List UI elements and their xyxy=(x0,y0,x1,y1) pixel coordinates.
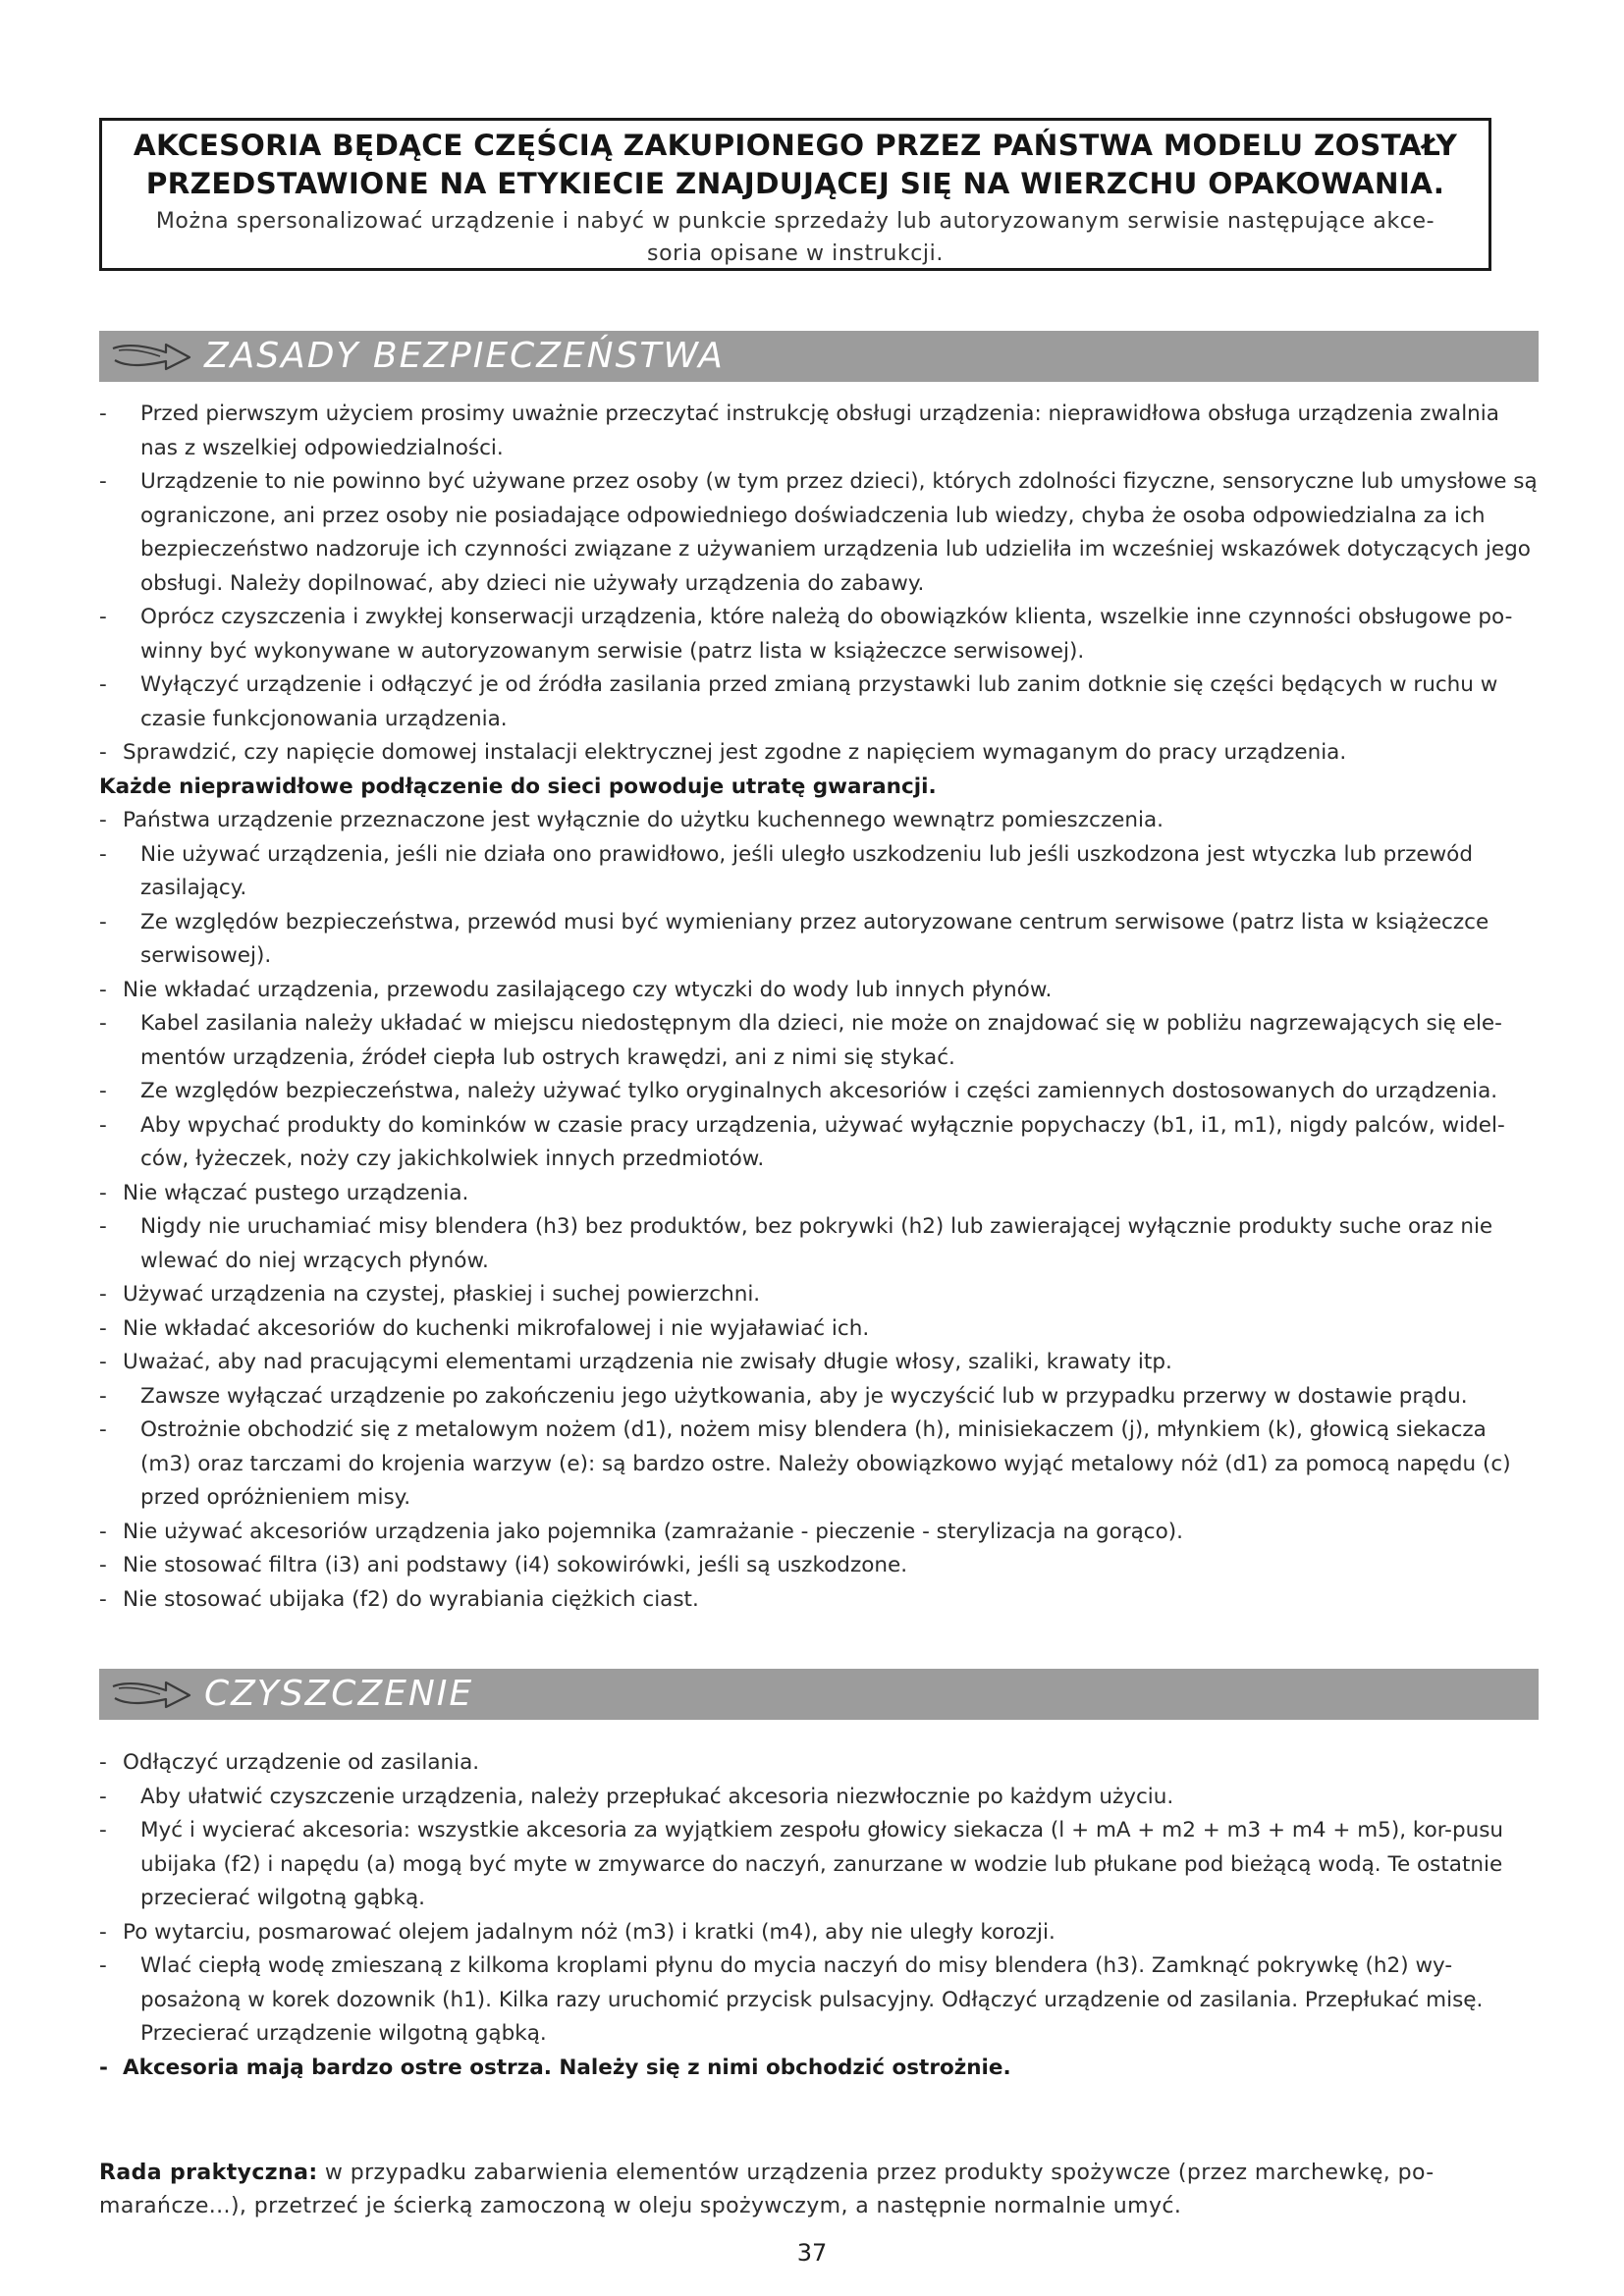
notice-subtext-line-1: Można spersonalizować urządzenie i nabyć w punkcie sprzedaży lub autoryzowanym serwisie następujące akce- xyxy=(155,209,1435,234)
list-item: - Używać urządzenia na czystej, płaskiej i suchej powierzchni. xyxy=(99,1282,761,1307)
list-item: - Państwa urządzenie przeznaczone jest wyłącznie do użytku kuchennego wewnątrz pomieszczenia. xyxy=(99,808,1164,832)
practical-tip xyxy=(99,2157,1493,2223)
safety-rules-list xyxy=(99,398,1543,1617)
list-item: - Nie stosować filtra (i3) ani podstawy (i4) sokowirówki, jeśli są uszkodzone. xyxy=(99,1553,908,1577)
list-item: - Nie używać akcesoriów urządzenia jako pojemnika (zamrażanie - pieczenie - sterylizacja na gorąco). xyxy=(99,1519,1183,1544)
list-item: - Ze względów bezpieczeństwa, przewód musi być wymieniany przez autoryzowane centrum serwisowe (patrz lista w książeczce serwisowej). xyxy=(99,909,1489,968)
page-number: 37 xyxy=(796,2239,828,2267)
notice-heading-line-2: PRZEDSTAWIONE NA ETYKIECIE ZNAJDUJĄCEJ SIĘ NA WIERZCHU OPAKOWANIA. xyxy=(145,167,1445,200)
list-item: - Nie stosować ubijaka (f2) do wyrabiania ciężkich ciast. xyxy=(99,1586,699,1612)
arrow-hand-icon xyxy=(109,339,193,374)
list-item: - Odłączyć urządzenie od zasilania. xyxy=(99,1750,480,1775)
list-item: - Aby wpychać produkty do kominków w czasie pracy urządzenia, używać wyłącznie popychaczy (b1, i1, m1), nigdy palców, widel-ców, łyżeczek, noży czy jakichkolwiek innych przedmiotów. xyxy=(99,1112,1505,1171)
sharp-blades-warning: - Akcesoria mają bardzo ostre ostrza. Należy się z nimi obchodzić ostrożnie. xyxy=(99,2055,1011,2080)
list-item: - Nie używać urządzenia, jeśli nie działa ono prawidłowo, jeśli uległo uszkodzeniu lub jeśli uszkodzona jest wtyczka lub przewód zasilający. xyxy=(99,841,1473,900)
list-item: - Oprócz czyszczenia i zwykłej konserwacji urządzenia, które należą do obowiązków klienta, wszelkie inne czynności obsługowe po-winny być wykonywane w autoryzowanym serwisie (patrz lista w książeczce serwisowej). xyxy=(99,605,1513,664)
notice-subtext-line-2: soria opisane w instrukcji. xyxy=(647,241,944,266)
list-item: - Aby ułatwić czyszczenie urządzenia, należy przepłukać akcesoria niezwłocznie po każdym użyciu. xyxy=(99,1784,1174,1809)
list-item: - Myć i wycierać akcesoria: wszystkie akcesoria za wyjątkiem zespołu głowicy siekacza (l + mA + m2 + m3 + m4 + m5), kor-pusu ubijaka (f2) i napędu (a) mogą być myte w zmywarce do naczyń, zanurzane w wodzie lub płukane pod bieżącą wodą. Te ostatnie przecierać wilgotną gąbką. xyxy=(99,1818,1504,1910)
list-item: - Zawsze wyłączać urządzenie po zakończeniu jego użytkowania, aby je wyczyścić lub w przypadku przerwy w dostawie prądu. xyxy=(99,1383,1468,1409)
practical-tip-text: w przypadku zabarwienia elementów urządzenia przez produkty spożywcze (przez marchewkę, po-marańcze...), przetrzeć je ścierką zamoczoną w oleju spożywczym, a następnie normalnie umyć. xyxy=(99,2161,1435,2218)
list-item: - Kabel zasilania należy układać w miejscu niedostępnym dla dzieci, nie może on znajdować się w pobliżu nagrzewających się ele-mentów urządzenia, źródeł ciepła lub ostrych krawędzi, ani z nimi się stykać. xyxy=(99,1011,1502,1070)
notice-heading-line-1: AKCESORIA BĘDĄCE CZĘŚCIĄ ZAKUPIONEGO PRZEZ PAŃSTWA MODELU ZOSTAŁY xyxy=(133,129,1458,162)
list-item: - Nie wkładać akcesoriów do kuchenki mikrofalowej i nie wyjaławiać ich. xyxy=(99,1315,870,1341)
practical-tip-label: Rada praktyczna: xyxy=(99,2161,318,2185)
arrow-hand-icon xyxy=(109,1677,193,1712)
list-item: - Urządzenie to nie powinno być używane przez osoby (w tym przez dzieci), których zdolności fizyczne, sensoryczne lub umysłowe są ograniczone, ani przez osoby nie posiadające odpowiedniego doświadczenia lub wiedzy, chyba że osoba odpowiedzialna za ich bezpieczeństwo nadzoruje ich czynności związane z używaniem urządzenia lub udzieliła im wcześniej wskazówek dotyczących jego obsługi. Należy dopilnować, aby dzieci nie używały urządzenia do zabawy. xyxy=(99,469,1538,596)
list-item: - Nie wkładać urządzenia, przewodu zasilającego czy wtyczki do wody lub innych płynów. xyxy=(99,977,1053,1002)
list-item: - Wyłączyć urządzenie i odłączyć je od źródła zasilania przed zmianą przystawki lub zanim dotknie się części będących w ruchu w czasie funkcjonowania urządzenia. xyxy=(99,672,1498,731)
list-item: - Przed pierwszym użyciem prosimy uważnie przeczytać instrukcję obsługi urządzenia: nieprawidłowa obsługa urządzenia zwalnia nas z wszelkiej odpowiedzialności. xyxy=(99,401,1499,460)
list-item: - Uważać, aby nad pracującymi elementami urządzenia nie zwisały długie włosy, szaliki, krawaty itp. xyxy=(99,1350,1172,1374)
list-item: - Ostrożnie obchodzić się z metalowym nożem (d1), nożem misy blendera (h), minisiekaczem (j), młynkiem (k), głowicą siekacza (m3) oraz tarczami do krojenia warzyw (e): są bardzo ostre. Należy obowiązkowo wyjąć metalowy nóż (d1) za pomocą napędu (c) przed opróżnieniem misy. xyxy=(99,1417,1511,1510)
list-item: - Ze względów bezpieczeństwa, należy używać tylko oryginalnych akcesoriów i części zamiennych dostosowanych do urządzenia. xyxy=(99,1079,1498,1103)
list-item: - Nigdy nie uruchamiać misy blendera (h3) bez produktów, bez pokrywki (h2) lub zawierającej wyłącznie produkty suche oraz nie wlewać do niej wrzących płynów. xyxy=(99,1214,1493,1273)
cleaning-section-title: CZYSZCZENIE xyxy=(204,1674,474,1714)
cleaning-section-header xyxy=(99,1669,1539,1720)
accessories-notice xyxy=(99,118,1491,271)
safety-section-header xyxy=(99,331,1539,382)
safety-section-title: ZASADY BEZPIECZEŃSTWA xyxy=(204,336,725,376)
list-item: - Wlać ciepłą wodę zmieszaną z kilkoma kroplami płynu do mycia naczyń do misy blendera (h3). Zamknąć pokrywkę (h2) wy-posażoną w korek dozownik (h1). Kilka razy uruchomić przycisk pulsacyjny. Odłączyć urządzenie od zasilania. Przepłukać misę. Przecierać urządzenie wilgotną gąbką. xyxy=(99,1953,1484,2046)
list-item: - Po wytarciu, posmarować olejem jadalnym nóż (m3) i kratki (m4), aby nie uległy korozji. xyxy=(99,1919,1056,1945)
list-item: - Sprawdzić, czy napięcie domowej instalacji elektrycznej jest zgodne z napięciem wymaganym do pracy urządzenia. xyxy=(99,740,1347,765)
warranty-warning: Każde nieprawidłowe podłączenie do sieci powoduje utratę gwarancji. xyxy=(99,774,937,799)
list-item: - Nie włączać pustego urządzenia. xyxy=(99,1180,469,1205)
cleaning-steps-list xyxy=(99,1746,1543,2085)
